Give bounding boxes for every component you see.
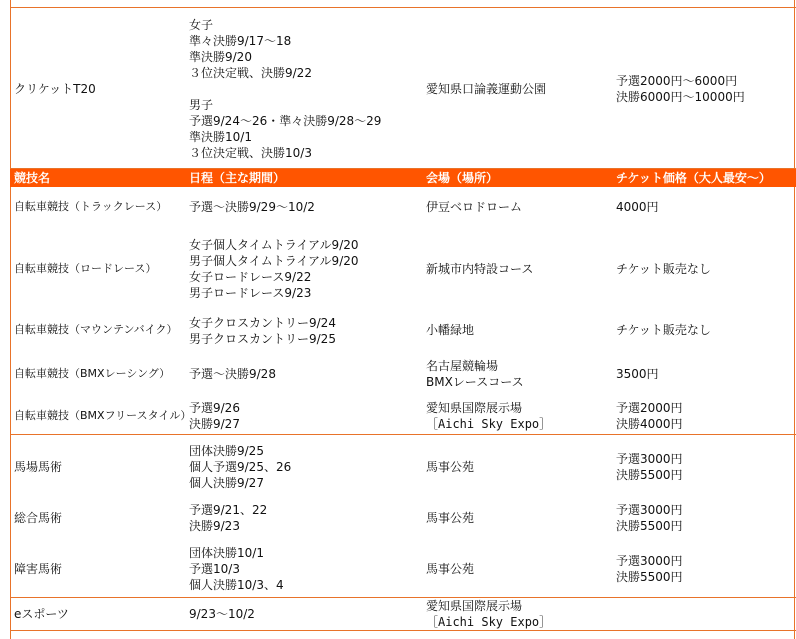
table-row-name: 自転車競技（BMXフリースタイル） bbox=[14, 409, 192, 422]
table-row-schedule: 女子個人タイムトライアル9/20 男子個人タイムトライアル9/20 女子ロードレース9/22 男子ロードレース9/23 bbox=[189, 238, 359, 300]
table-row-venue: 馬事公苑 bbox=[426, 460, 475, 474]
table-row-schedule: 団体決勝9/25 個人予選9/25、26 個人決勝9/27 bbox=[189, 444, 292, 490]
table-row-venue: 名古屋競輪場 BMXレースコース bbox=[426, 359, 524, 389]
cricket-name: クリケットT20 bbox=[14, 82, 96, 96]
table-row-name: 総合馬術 bbox=[14, 511, 63, 525]
table-row-name: 障害馬術 bbox=[14, 562, 63, 576]
header-price: チケット価格（大人最安～） bbox=[616, 171, 771, 185]
table-row-price: 予選3000円 決勝5500円 bbox=[616, 452, 683, 482]
row-divider bbox=[10, 597, 796, 598]
table-row-venue: 馬事公苑 bbox=[426, 511, 475, 525]
table-row-venue: 愛知県国際展示場 ［Aichi Sky Expo］ bbox=[426, 401, 552, 431]
table-row-name: 馬場馬術 bbox=[14, 460, 63, 474]
table-row-name: 自転車競技（ロードレース） bbox=[14, 262, 157, 275]
table-row-venue: 小幡緑地 bbox=[426, 323, 475, 337]
table-row-price: 予選3000円 決勝5500円 bbox=[616, 503, 683, 533]
table-row-schedule: 予選～決勝9/29～10/2 bbox=[189, 200, 315, 214]
table-left-border bbox=[10, 0, 11, 639]
row-divider bbox=[10, 434, 796, 435]
table-row-venue: 愛知県国際展示場 ［Aichi Sky Expo］ bbox=[426, 599, 552, 629]
table-row-venue: 新城市内特設コース bbox=[426, 262, 534, 276]
cricket-schedule: 女子 準々決勝9/17～18 準決勝9/20 ３位決定戦、決勝9/22 男子 予選9/24～26・準々決勝9/28～29 準決勝10/1 ３位決定戦、決勝10/3 bbox=[189, 18, 382, 160]
table-row-name: 自転車競技（マウンテンバイク） bbox=[14, 323, 178, 336]
table-row-schedule: 女子クロスカントリー9/24 男子クロスカントリー9/25 bbox=[189, 316, 336, 346]
table-row-venue: 伊豆ベロドローム bbox=[426, 200, 523, 214]
table-row-schedule: 予選9/21、22 決勝9/23 bbox=[189, 503, 268, 533]
table-row-price: 4000円 bbox=[616, 200, 659, 214]
row-divider bbox=[10, 630, 796, 631]
table-row-price: 3500円 bbox=[616, 367, 659, 381]
cricket-price: 予選2000円～6000円 決勝6000円～10000円 bbox=[616, 74, 745, 104]
header-venue: 会場（場所） bbox=[426, 171, 499, 185]
table-right-border bbox=[794, 0, 795, 639]
header-schedule: 日程（主な期間） bbox=[189, 171, 286, 185]
header-sport: 競技名 bbox=[14, 171, 51, 185]
row-divider bbox=[10, 7, 796, 8]
table-row-venue: 馬事公苑 bbox=[426, 562, 475, 576]
table-row-schedule: 9/23～10/2 bbox=[189, 607, 255, 621]
cricket-venue: 愛知県口論義運動公園 bbox=[426, 82, 547, 96]
table-row-price: チケット販売なし bbox=[616, 323, 711, 337]
table-row-name: eスポーツ bbox=[14, 607, 69, 621]
table-row-name: 自転車競技（トラックレース） bbox=[14, 200, 168, 213]
table-row-schedule: 団体決勝10/1 予選10/3 個人決勝10/3、4 bbox=[189, 546, 284, 592]
table-row-price: 予選2000円 決勝4000円 bbox=[616, 401, 683, 431]
table-row-price: チケット販売なし bbox=[616, 262, 711, 276]
table-row-schedule: 予選9/26 決勝9/27 bbox=[189, 401, 240, 431]
table-row-schedule: 予選～決勝9/28 bbox=[189, 367, 276, 381]
table-row-price: 予選3000円 決勝5500円 bbox=[616, 554, 683, 584]
table-row-name: 自転車競技（BMXレーシング） bbox=[14, 367, 171, 380]
